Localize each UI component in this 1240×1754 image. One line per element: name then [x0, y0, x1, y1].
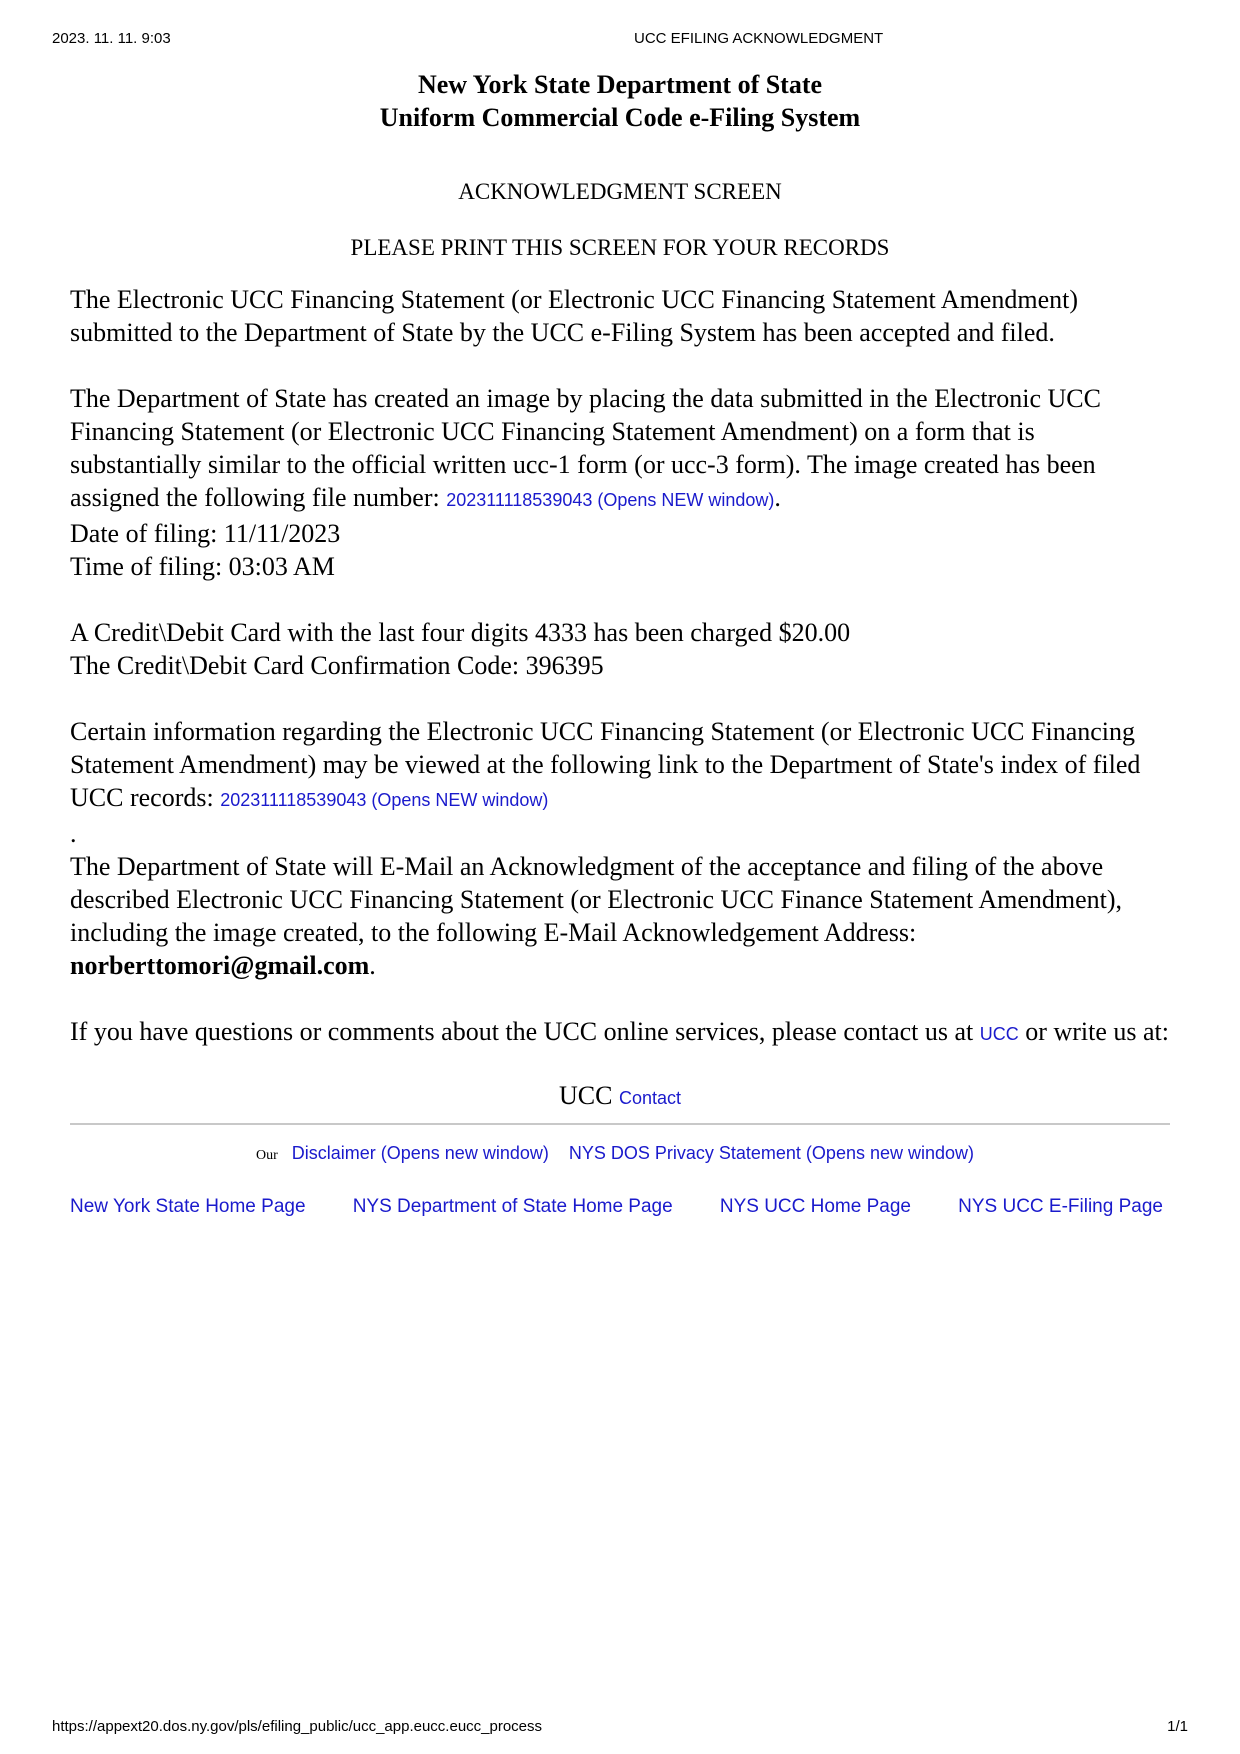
index-paragraph: Certain information regarding the Electronic UCC Financing Statement (or Electronic UCC Financing Statement Amendment) may be viewed at the following link to the Department of State's index of filed UCC records: 202311118539043 (Opens NEW window) . The Department of State will E-Mail an Acknowledgment of the acceptance and filing of the above described Electronic UCC Financing Statement (or Electronic UCC Finance Statement Amendment), including the image created, to the following E-Mail Acknowledgement Address: norberttomori@gmail.com. — [70, 717, 1141, 980]
disclaimer-link[interactable]: Disclaimer (Opens new window) — [291, 1143, 549, 1163]
print-footer — [52, 1718, 1188, 1738]
questions-paragraph: If you have questions or comments about the UCC online services, please contact us at UCC or write us at: — [70, 1017, 1169, 1046]
page-number: 1/1 — [1167, 1718, 1188, 1735]
image-paragraph-text: The Department of State has created an image by placing the data submitted in the Electronic UCC Financing Statement (or Electronic UCC Financing Statement Amendment) on a form that is substantially similar to the official written ucc-1 form (or ucc-3 form). The image created has been assigned the following file number: — [70, 384, 1101, 512]
image-paragraph: The Department of State has created an image by placing the data submitted in the Electronic UCC Financing Statement (or Electronic UCC Financing Statement Amendment) on a form that is substantially similar to the official written ucc-1 form (or ucc-3 form). The image created has been assigned the following file number: 202311118539043 (Opens NEW window). Date of filing: 11/11/2023 Time of filing: 03:03 AM — [70, 384, 1101, 581]
acknowledgement-email: norberttomori@gmail.com — [70, 951, 370, 980]
contact-line: UCC Contact — [558, 1081, 681, 1110]
main-content — [70, 68, 1170, 1221]
title-line-1: New York State Department of State — [417, 70, 823, 99]
index-record-link[interactable]: 202311118539043 (Opens NEW window) — [220, 790, 549, 810]
filing-time: Time of filing: 03:03 AM — [70, 552, 335, 581]
title-line-2: Uniform Commercial Code e-Filing System — [379, 103, 861, 132]
email-paragraph-text: The Department of State will E-Mail an Acknowledgment of the acceptance and filing of the above described Electronic UCC Financing Statement (or Electronic UCC Finance Statement Amendment), including the image created, to the following E-Mail Acknowledgement Address: — [70, 852, 1123, 947]
payment-paragraph — [70, 616, 1170, 682]
print-header — [52, 30, 1188, 50]
index-paragraph-text: Certain information regarding the Electronic UCC Financing Statement (or Electronic UCC Financing Statement Amendment) may be viewed at the following link to the Department of State's index of filed UCC records: — [70, 717, 1141, 812]
confirmation-code-line: The Credit\Debit Card Confirmation Code: 396395 — [70, 651, 604, 680]
print-instruction: PLEASE PRINT THIS SCREEN FOR YOUR RECORDS — [350, 235, 890, 260]
card-charge-line: A Credit\Debit Card with the last four digits 4333 has been charged $20.00 — [70, 618, 851, 647]
privacy-statement-link[interactable]: NYS DOS Privacy Statement (Opens new window) — [568, 1143, 975, 1163]
divider — [70, 1123, 1170, 1125]
filing-date: Date of filing: 11/11/2023 — [70, 519, 341, 548]
print-url: https://appext20.dos.ny.gov/pls/efiling_public/ucc_app.eucc.eucc_process — [52, 1718, 543, 1735]
ucc-home-link[interactable]: NYS UCC Home Page — [719, 1196, 911, 1217]
ucc-contact-link[interactable]: UCC — [979, 1024, 1019, 1044]
file-number-link[interactable]: 202311118539043 (Opens NEW window) — [446, 490, 775, 510]
acknowledgment-heading: ACKNOWLEDGMENT SCREEN — [458, 179, 782, 204]
print-doc-title: UCC EFILING ACKNOWLEDGMENT — [634, 30, 884, 47]
ucc-efiling-link[interactable]: NYS UCC E-Filing Page — [958, 1196, 1163, 1217]
accepted-paragraph: The Electronic UCC Financing Statement (or Electronic UCC Financing Statement Amendment) submitted to the Department of State by the UCC e-Filing System has been accepted and filed. — [70, 285, 1078, 347]
page-title — [70, 68, 1170, 134]
footer-nav — [70, 1193, 1163, 1221]
contact-link[interactable]: Contact — [618, 1088, 681, 1108]
dos-home-link[interactable]: NYS Department of State Home Page — [352, 1196, 673, 1217]
print-datetime: 2023. 11. 11. 9:03 — [52, 30, 171, 47]
legal-links — [70, 1139, 1170, 1170]
nys-home-link[interactable]: New York State Home Page — [70, 1196, 306, 1217]
our-label: Our — [255, 1148, 278, 1163]
